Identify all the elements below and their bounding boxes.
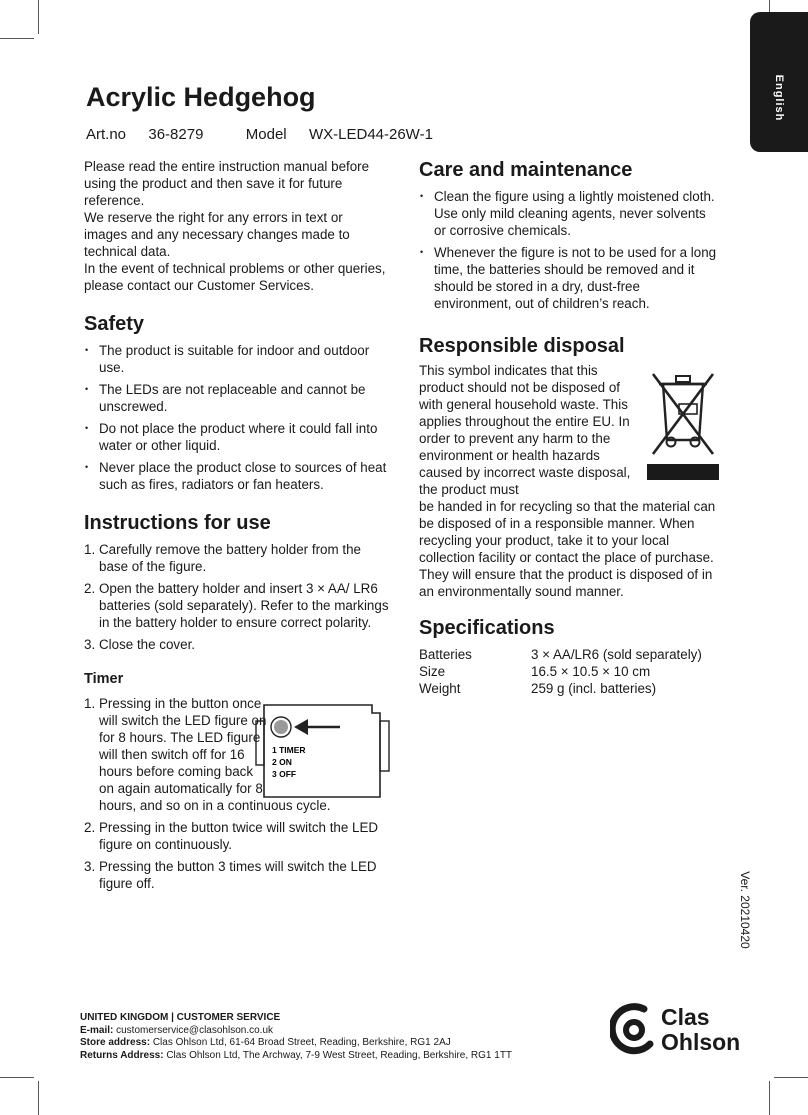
diagram-label: 2 ON bbox=[272, 757, 292, 767]
arrow-head bbox=[294, 719, 308, 735]
footer bbox=[80, 1012, 580, 1062]
list-item: • The product is suitable for indoor and outdoor use. bbox=[85, 343, 370, 375]
product-title: Acrylic Hedgehog bbox=[86, 82, 316, 112]
care-heading: Care and maintenance bbox=[419, 159, 633, 181]
timer-button bbox=[274, 720, 288, 734]
logo-word-clas: Clas bbox=[661, 1004, 710, 1030]
logo-mark-icon bbox=[610, 1000, 656, 1058]
spec-label: Batteries bbox=[419, 647, 472, 662]
diagram-label: 1 TIMER bbox=[272, 745, 306, 755]
list-item: 2. Pressing in the button twice will switch the LED figure on continuously. bbox=[84, 820, 379, 852]
spec-label: Weight bbox=[419, 681, 461, 696]
instructions-heading: Instructions for use bbox=[84, 512, 271, 534]
art-number: 36-8279 bbox=[148, 126, 204, 143]
version-label: Ver. 20210420 bbox=[738, 871, 752, 949]
footer-returns-address: Returns Address: Clas Ohlson Ltd, The Archway, 7-9 West Street, Reading, Berkshire, RG1 1TT bbox=[80, 1049, 513, 1061]
model-number: WX-LED44-26W-1 bbox=[308, 126, 433, 143]
table-row bbox=[419, 680, 702, 697]
crop-mark bbox=[0, 1077, 34, 1078]
left-column bbox=[84, 158, 389, 897]
intro-paragraph: In the event of technical problems or other queries, please contact our Customer Services. bbox=[84, 261, 386, 293]
safety-list bbox=[84, 342, 389, 493]
list-item: 1. Carefully remove the battery holder from the base of the figure. bbox=[84, 542, 361, 574]
battery-holder-diagram bbox=[254, 697, 404, 807]
article-line bbox=[86, 126, 433, 143]
timer-heading: Timer bbox=[84, 671, 124, 687]
spec-value: 3 × AA/LR6 (sold separately) bbox=[531, 647, 702, 662]
art-label: Art.no bbox=[86, 126, 127, 143]
list-item: • Do not place the product where it could fall into water or other liquid. bbox=[85, 421, 378, 453]
disposal-text: be handed in for recycling so that the material can be disposed of in a responsible manner. When recycling your product, take it to your local collection facility or contact the place of purchase. They will ensure that the product is disposed of in an environmentally sound manner. bbox=[419, 499, 716, 599]
language-tab bbox=[750, 12, 808, 152]
table-row bbox=[419, 646, 702, 663]
clas-ohlson-logo bbox=[610, 1000, 750, 1058]
specifications-table bbox=[419, 646, 702, 697]
list-item: • Never place the product close to sources of heat such as fires, radiators or fan heaters. bbox=[85, 460, 387, 492]
diagram-label: 3 OFF bbox=[272, 769, 297, 779]
footer-store-address: Store address: Clas Ohlson Ltd, 61-64 Broad Street, Reading, Berkshire, RG1 2AJ bbox=[80, 1037, 451, 1048]
intro-text bbox=[84, 158, 389, 294]
footer-email: E-mail: customerservice@clasohlson.co.uk bbox=[80, 1024, 274, 1036]
intro-paragraph: Please read the entire instruction manual before using the product and then save it for future reference. bbox=[84, 159, 370, 208]
crossed-bin-icon bbox=[647, 362, 719, 480]
list-item: 1. Pressing in the button once will switch the LED figure on for 8 hours. The LED figure will then switch off for 16 hours before coming back on again automatically for 8 hours, and so on in a continuous cycle. bbox=[84, 696, 331, 813]
footer-title: UNITED KINGDOM | CUSTOMER SERVICE bbox=[80, 1012, 281, 1023]
table-row bbox=[419, 663, 702, 680]
spec-value: 16.5 × 10.5 × 10 cm bbox=[531, 664, 651, 679]
timer-section bbox=[84, 695, 389, 892]
instructions-list bbox=[84, 541, 389, 653]
list-item: 2. Open the battery holder and insert 3 × AA/ LR6 batteries (sold separately). Refer to the markings in the battery holder to ensure correct polarity. bbox=[84, 581, 389, 630]
logo-word-ohlson: Ohlson bbox=[661, 1029, 741, 1055]
list-item: • Whenever the figure is not to be used for a long time, the batteries should be removed and it should be stored in a dry, dust-free environment, out of children’s reach. bbox=[420, 245, 717, 311]
disposal-section bbox=[419, 362, 719, 600]
crop-mark bbox=[0, 38, 34, 39]
crop-mark bbox=[38, 1081, 39, 1115]
intro-paragraph: We reserve the right for any errors in text or images and any necessary changes made to technical data. bbox=[84, 210, 350, 259]
list-item: • Clean the figure using a lightly moistened cloth. Use only mild cleaning agents, never solvents or corrosive chemicals. bbox=[420, 189, 715, 238]
holder-hinge-left bbox=[256, 721, 264, 765]
crop-mark bbox=[769, 1081, 770, 1115]
crop-mark bbox=[774, 1077, 808, 1078]
spec-label: Size bbox=[419, 664, 446, 679]
holder-hinge-right bbox=[380, 721, 389, 771]
list-item: • The LEDs are not replaceable and cannot be unscrewed. bbox=[85, 382, 366, 414]
disposal-heading: Responsible disposal bbox=[419, 335, 625, 357]
care-list bbox=[419, 188, 719, 312]
list-item: 3. Close the cover. bbox=[84, 637, 196, 652]
right-column bbox=[419, 158, 719, 697]
safety-heading: Safety bbox=[84, 313, 145, 335]
disposal-text: This symbol indicates that this product should not be disposed of with general household waste. This applies throughout the entire EU. In order to prevent any harm to the environment or health hazards caused by incorrect waste disposal, the product must bbox=[419, 363, 631, 497]
crop-mark bbox=[38, 0, 39, 34]
list-item: 3. Pressing the button 3 times will switch the LED figure off. bbox=[84, 859, 377, 891]
spec-value: 259 g (incl. batteries) bbox=[531, 681, 657, 696]
language-label: English bbox=[773, 74, 785, 122]
specifications-heading: Specifications bbox=[419, 617, 555, 639]
model-label: Model bbox=[245, 126, 287, 143]
